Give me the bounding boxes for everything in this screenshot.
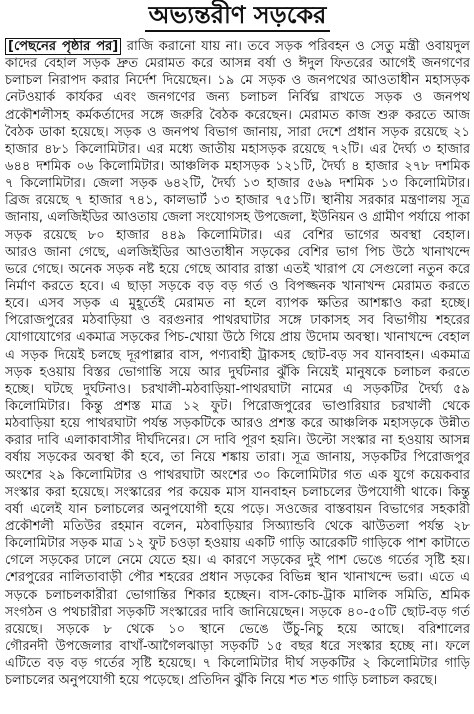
- article-line: প্রকৌশলীসহ কর্মকর্তাদের সঙ্গে জরুরি বৈঠক করেছেন। মেরামত কাজ শুরু করতে আজ: [5, 107, 470, 123]
- article-line: অংশের ২৯ কিলোমিটার ও পাথরঘাটা অংশের ৩০ কিলোমিটার গত এক যুগে কয়েকবার: [5, 467, 470, 483]
- article-line: হাজার ৪৮১ কিলোমিটার। এর মধ্যে জাতীয় মহাসড়ক রয়েছে ৭২টি। এর দৈর্ঘ্য ৩ হাজার: [5, 141, 470, 157]
- article-line: সংস্কার করা হয়েছে। সংস্কারের পর কয়েক মাস যানবাহন চলাচলের উপযোগী থাকে। কিন্তু: [5, 484, 470, 500]
- article-body: [5, 38, 470, 689]
- article-line: করার দাবি এলাকাবাসীর দীর্ঘদিনের। সে দাবি পূরণ হয়নি। উল্টো সংস্কার না হওয়ায় আসন্ন: [5, 433, 470, 449]
- article-line: হচ্ছে। ঘটছে দুর্ঘটনাও। চরখালী-মঠবাড়িয়া-পাথরঘাটা নামের এ সড়কটির দৈর্ঘ্য ৫৯: [5, 381, 470, 397]
- headline-area: [5, 0, 470, 36]
- article-line: মঠবাড়িয়া হয়ে পাথরঘাটা পর্যন্ত সড়কটিকে আরও প্রশস্ত করে আঞ্চলিক মহাসড়কে উন্নীত: [5, 416, 470, 432]
- article-line: হবে। এসব সড়ক এ মুহূর্তেই মেরামত না হলে ব্যাপক ক্ষতির আশঙ্কাও করা হচ্ছে।: [5, 296, 470, 312]
- headline: অভ্যন্তরীণ সড়কের: [145, 0, 331, 32]
- article-line: সংগঠন ও পথচারীরা সড়কটি সংস্কারের দাবি জানিয়েছেন। সড়কে ৪০-৫০টি ছোট-বড় গর্ত: [5, 604, 470, 620]
- article-line: এটিতে বড় বড় গর্তের সৃষ্টি হয়েছে। ৭ কিলোমিটার দীর্ঘ সড়কটির ২ কিলোমিটার গাড়ি: [5, 656, 470, 672]
- article-line: রয়েছে। সড়কে ৮ থেকে ১০ স্থানে ভেঙে উঁচু-নিচু হয়ে আছে। বরিশালের: [5, 621, 470, 637]
- article-line: প্রকৌশলী মতিউর রহমান বলেন, মঠবাড়িয়ার সিঅ্যান্ডবি থেকে ঝাউতলা পর্যন্ত ২৮: [5, 518, 470, 534]
- article-line: নেটওয়ার্ক কার্যকর এবং জনগণের জন্য চলাচল নির্বিঘ্ন রাখতে সড়ক ও জনপথ: [5, 90, 470, 106]
- article-line: যোগাযোগের একমাত্র সড়কের পিচ-খোয়া উঠে গিয়ে প্রায় উদোম অবস্থা। খানাখন্দে বেহাল: [5, 330, 470, 346]
- article-line: [5, 38, 470, 55]
- article-line: সড়ক হওয়ায় বিস্তর ভোগান্তি সয়ে আর দুর্ঘটনার ঝুঁকি নিয়েই মানুষকে চলাচল করতে: [5, 364, 470, 380]
- article-line: গেলে সড়কের ঢালে নেমে যেতে হয়। এ কারণে সড়কের দুই পাশ ভেঙে গর্তের সৃষ্টি হয়।: [5, 553, 470, 569]
- article-line: আরও জানা গেছে, এলজিইডির আওতাধীন সড়কের বেশির ভাগ পিচ উঠে খানাখন্দে: [5, 244, 470, 260]
- article-line: সড়কে চলাচলকারীরা ভোগান্তির শিকার হচ্ছেন। বাস-কোচ-ট্রাক মালিক সমিতি, শ্রমিক: [5, 587, 470, 603]
- continuation-tag: [পেছনের পৃষ্ঠার পর]: [5, 38, 121, 55]
- article-line: ৬৪৪ দশমিক ০৬ কিলোমিটার। আঞ্চলিক মহাসড়ক ১২১টি, দৈর্ঘ্য ৪ হাজার ২৭৮ দশমিক: [5, 158, 470, 174]
- article-line: ভরে গেছে। অনেক সড়ক নষ্ট হয়ে গেছে আবার রাস্তা এতই খারাপ যে সেগুলো নতুন করে: [5, 261, 470, 277]
- article-line: এ সড়ক দিয়েই চলছে দূরপাল্লার বাস, পণ্যবাহী ট্রাকসহ ছোট-বড় সব যানবাহন। একমাত্র: [5, 347, 470, 363]
- article-line: চলাচল নিরাপদ করার নির্দেশ দিয়েছেন। ১৯ মে সড়ক ও জনপথের আওতাধীন মহাসড়ক: [5, 73, 470, 89]
- article-line: শেরপুরের নালিতাবাড়ী পৌর শহরের প্রধান সড়কের বিভিন্ন স্থান খানাখন্দে ভরা। এতে এ: [5, 570, 470, 586]
- article-line-text: রাজি করানো যায় না। তবে সড়ক পরিবহন ও সেতু মন্ত্রী ওবায়দুল: [121, 39, 470, 54]
- article-line: কিলোমিটার। কিন্তু প্রশস্ত মাত্র ১২ ফুট। পিরোজপুরের ভাণ্ডারিয়ার চরখালী থেকে: [5, 398, 470, 414]
- article-line: চলাচলের অনুপযোগী হয়ে পড়েছে। প্রতিদিন ঝুঁকি নিয়ে শত শত গাড়ি চলাচল করছে।: [5, 673, 438, 689]
- article-line: গৌরনদী উপজেলার বাখাঁ-আগৈলঝাড়া সড়কটি ১৫ বছর ধরে সংস্কার হচ্ছে না। ফলে: [5, 638, 470, 654]
- article-line: কিলোমিটার সড়ক মাত্র ১২ ফুট চওড়া হওয়ায় একটি গাড়ি আরেকটি গাড়িকে পাশ কাটাতে: [5, 536, 470, 552]
- article-line: বৈঠক ডাকা হয়েছে। সড়ক ও জনপথ বিভাগ জানায়, সারা দেশে প্রধান সড়ক রয়েছে ২১: [5, 124, 470, 140]
- article-line: পিরোজপুরের মঠবাড়িয়া ও বরগুনার পাথরঘাটার সঙ্গে ঢাকাসহ সব বিভাগীয় শহরের: [5, 313, 470, 329]
- article-line: ৭ কিলোমিটার। জেলা সড়ক ৬৪২টি, দৈর্ঘ্য ১৩ হাজার ৫৬৯ দশমিক ১৩ কিলোমিটার।: [5, 176, 470, 192]
- article-line: নির্মাণ করতে হবে। এ ছাড়া সড়কে বড় বড় গর্ত ও বিপজ্জনক খানাখন্দ মেরামত করতে: [5, 278, 470, 294]
- article-line: সড়ক রয়েছে ৮০ হাজার ৪৪৯ কিলোমিটার। এর বেশির ভাগের অবস্থা বেহাল।: [5, 227, 470, 243]
- article-line: ব্রিজ রয়েছে ৭ হাজার ৭৪১, কালভার্ট ১৩ হাজার ৭৫১টি। স্থানীয় সরকার মন্ত্রণালয় সূত্র: [5, 193, 470, 209]
- article-line: বর্ষায় সড়কের অবস্থা কী হবে, তা নিয়ে শঙ্কায় তারা। সূত্র জানায়, সড়কটির পিরোজপুর: [5, 450, 470, 466]
- article-line: জানায়, এলজিইডির আওতায় জেলা সংযোগসহ উপজেলা, ইউনিয়ন ও গ্রামীণ পর্যায়ে পাকা: [5, 210, 470, 226]
- article-line: কাদের বেহাল সড়ক দ্রুত মেরামত করে আসন্ন বর্ষা ও ঈদুল ফিতরের আগেই জনগণের: [5, 56, 470, 72]
- article-line: বর্ষা এলেই যান চলাচলের অনুপযোগী হয়ে পড়ে। সওজের বাস্তবায়ন বিভাগের সহকারী: [5, 501, 470, 517]
